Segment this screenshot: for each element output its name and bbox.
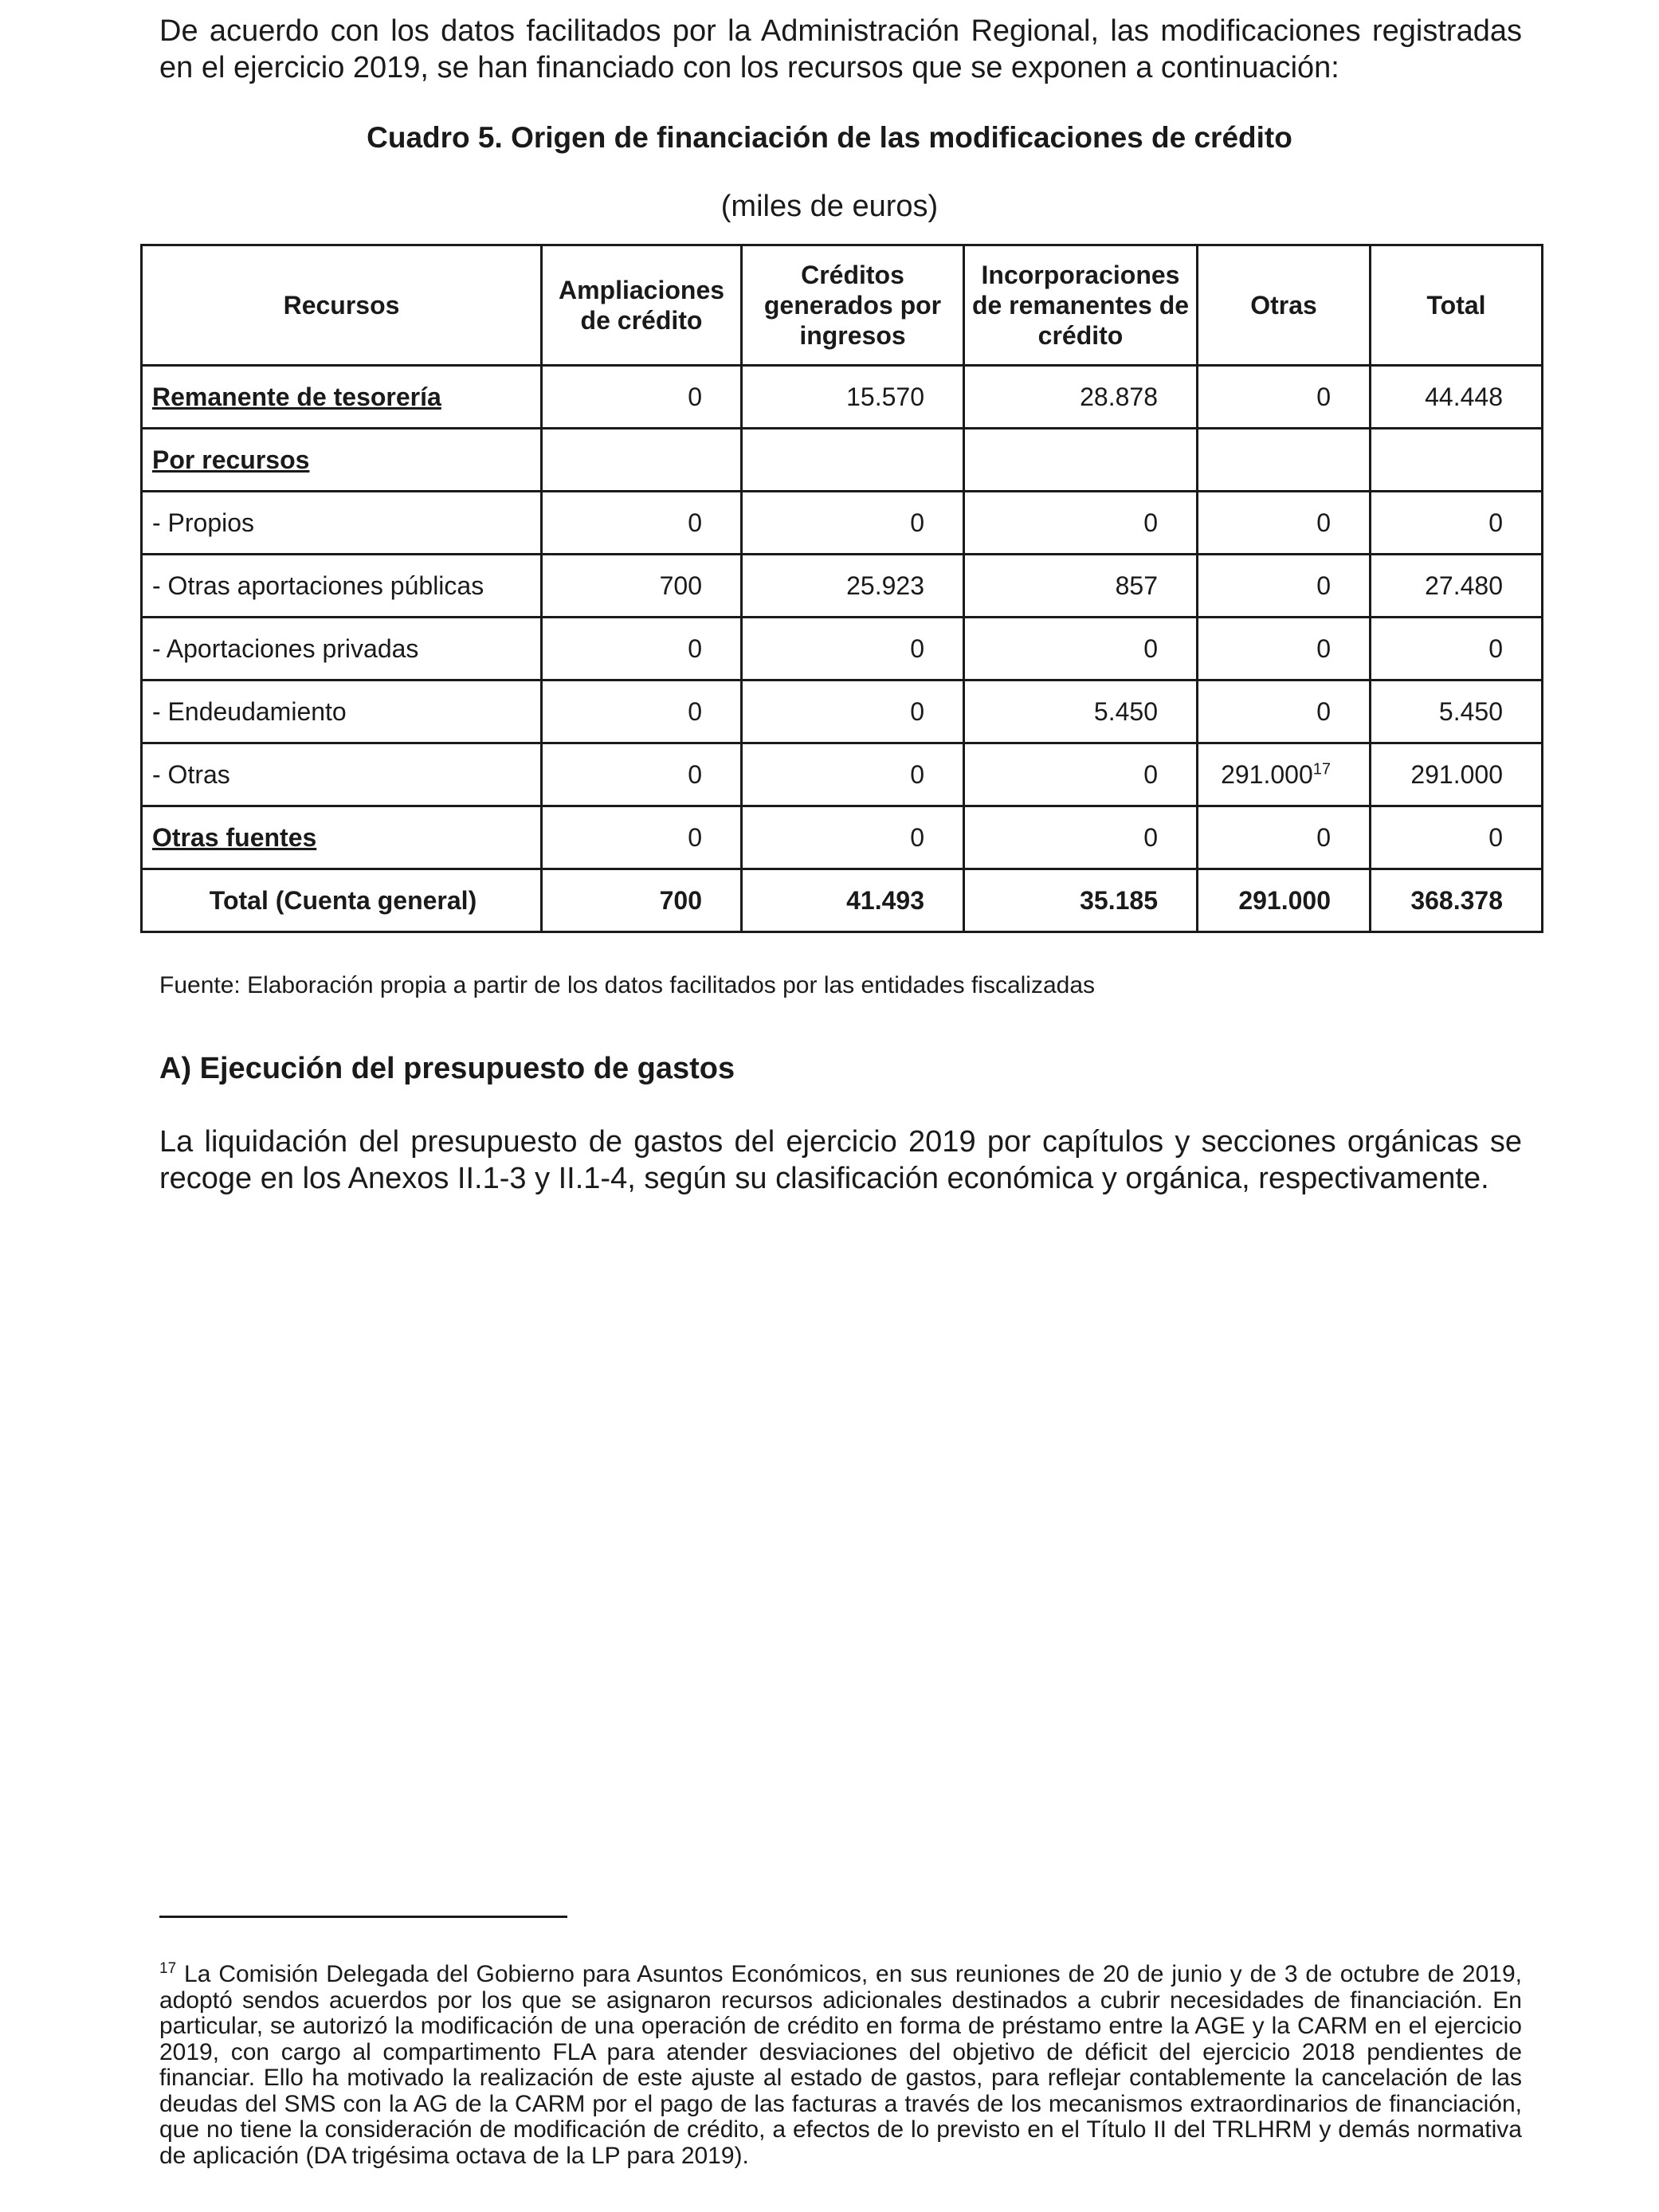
execution-text: La liquidación del presupuesto de gastos del ejercicio 2019 por capítulos y secciones orgánicas se recoge en los Anexos II.1-3 y II.1-4, según su clasificación económica y orgánica, respectivamente. bbox=[159, 1125, 1522, 1195]
cell: 0 bbox=[1198, 366, 1371, 429]
cell: 5.450 bbox=[964, 680, 1198, 743]
financing-table bbox=[140, 244, 1543, 933]
cell: 0 bbox=[1198, 806, 1371, 869]
row-label: - Aportaciones privadas bbox=[142, 618, 542, 680]
footnote-text: La Comisión Delegada del Gobierno para Asuntos Económicos, en sus reuniones de 20 de junio y de 3 de octubre de 2019, adoptó sendos acuerdos por los que se asignaron recursos adicionales destinados a cubrir necesidades de financiación. En particular, se autorizó la modificación de una operación de crédito en forma de préstamo entre la AGE y la CARM en el ejercicio 2019, con cargo al compartimento FLA para atender desviaciones del objetivo de déficit del ejercicio 2018 pendientes de financiar. Ello ha motivado la realización de este ajuste al estado de gastos, para reflejar contablemente la cancelación de las deudas del SMS con la AG de la CARM por el pago de las facturas a través de los mecanismos extraordinarios de financiación, que no tiene la consideración de modificación de crédito, a efectos de lo previsto en el Título II del TRLHRM y demás normativa de aplicación (DA trigésima octava de la LP para 2019). bbox=[159, 1961, 1522, 2169]
table-source: Fuente: Elaboración propia a partir de los datos facilitados por las entidades fiscalizadas bbox=[159, 972, 1096, 998]
header-total: Total bbox=[1371, 245, 1543, 366]
intro-text: De acuerdo con los datos facilitados por la Administración Regional, las modificaciones registradas en el ejercicio 2019, se han financiado con los recursos que se exponen a continuación: bbox=[159, 14, 1522, 84]
cell: 0 bbox=[542, 680, 742, 743]
table-units: (miles de euros) bbox=[720, 190, 939, 223]
cell: 5.450 bbox=[1371, 680, 1543, 743]
cell: 41.493 bbox=[742, 869, 964, 932]
footnote-separator bbox=[159, 1916, 567, 1918]
footnote bbox=[159, 1962, 1522, 2169]
header-creditos-generados: Créditos generados por ingresos bbox=[742, 245, 964, 366]
header-ampliaciones: Ampliaciones de crédito bbox=[542, 245, 742, 366]
cell bbox=[1371, 429, 1543, 492]
cell: 0 bbox=[1371, 492, 1543, 555]
cell: 0 bbox=[542, 618, 742, 680]
cell: 28.878 bbox=[964, 366, 1198, 429]
cell: 27.480 bbox=[1371, 555, 1543, 618]
cell: 0 bbox=[964, 618, 1198, 680]
cell bbox=[742, 429, 964, 492]
cell: 44.448 bbox=[1371, 366, 1543, 429]
row-label: Remanente de tesorería bbox=[142, 366, 542, 429]
cell: 0 bbox=[1371, 618, 1543, 680]
cell: 700 bbox=[542, 555, 742, 618]
cell: 0 bbox=[742, 806, 964, 869]
cell: 35.185 bbox=[964, 869, 1198, 932]
table-row bbox=[142, 680, 1543, 743]
cell: 0 bbox=[542, 806, 742, 869]
row-label: - Otras aportaciones públicas bbox=[142, 555, 542, 618]
execution-paragraph bbox=[159, 1124, 1522, 1197]
cell: 368.378 bbox=[1371, 869, 1543, 932]
cell: 0 bbox=[742, 618, 964, 680]
row-label: Total (Cuenta general) bbox=[142, 869, 542, 932]
cell: 0 bbox=[542, 492, 742, 555]
header-recursos: Recursos bbox=[142, 245, 542, 366]
table-row bbox=[142, 806, 1543, 869]
row-label: - Otras bbox=[142, 743, 542, 806]
cell bbox=[1198, 429, 1371, 492]
table-row bbox=[142, 366, 1543, 429]
cell: 0 bbox=[1371, 806, 1543, 869]
cell: 0 bbox=[542, 366, 742, 429]
section-heading: A) Ejecución del presupuesto de gastos bbox=[159, 1052, 735, 1085]
row-label: Por recursos bbox=[142, 429, 542, 492]
cell: 291.000 bbox=[1198, 869, 1371, 932]
cell: 0 bbox=[742, 680, 964, 743]
cell: 25.923 bbox=[742, 555, 964, 618]
cell bbox=[542, 429, 742, 492]
intro-paragraph bbox=[159, 13, 1522, 86]
row-label: - Endeudamiento bbox=[142, 680, 542, 743]
cell: 857 bbox=[964, 555, 1198, 618]
header-incorporaciones: Incorporaciones de remanentes de crédito bbox=[964, 245, 1198, 366]
header-otras: Otras bbox=[1198, 245, 1371, 366]
row-label: - Propios bbox=[142, 492, 542, 555]
table-row bbox=[142, 743, 1543, 806]
cell: 0 bbox=[1198, 492, 1371, 555]
cell: 0 bbox=[742, 743, 964, 806]
cell: 0 bbox=[1198, 555, 1371, 618]
table-row bbox=[142, 429, 1543, 492]
row-label: Otras fuentes bbox=[142, 806, 542, 869]
cell: 0 bbox=[964, 743, 1198, 806]
cell: 0 bbox=[964, 492, 1198, 555]
cell: 700 bbox=[542, 869, 742, 932]
cell: 0 bbox=[542, 743, 742, 806]
cell: 0 bbox=[1198, 618, 1371, 680]
table-caption: Cuadro 5. Origen de financiación de las modificaciones de crédito bbox=[367, 121, 1292, 154]
cell bbox=[964, 429, 1198, 492]
footnote-ref: 17 bbox=[1312, 759, 1331, 778]
table-total-row bbox=[142, 869, 1543, 932]
cell: 15.570 bbox=[742, 366, 964, 429]
cell: 0 bbox=[742, 492, 964, 555]
table-header-row bbox=[142, 245, 1543, 366]
cell: 0 bbox=[964, 806, 1198, 869]
table-row bbox=[142, 618, 1543, 680]
footnote-number: 17 bbox=[159, 1960, 177, 1977]
table-row bbox=[142, 555, 1543, 618]
table-row bbox=[142, 492, 1543, 555]
cell: 291.000 bbox=[1371, 743, 1543, 806]
cell: 0 bbox=[1198, 680, 1371, 743]
cell-with-footnote: 291.000$^{17}$ bbox=[1198, 743, 1371, 806]
